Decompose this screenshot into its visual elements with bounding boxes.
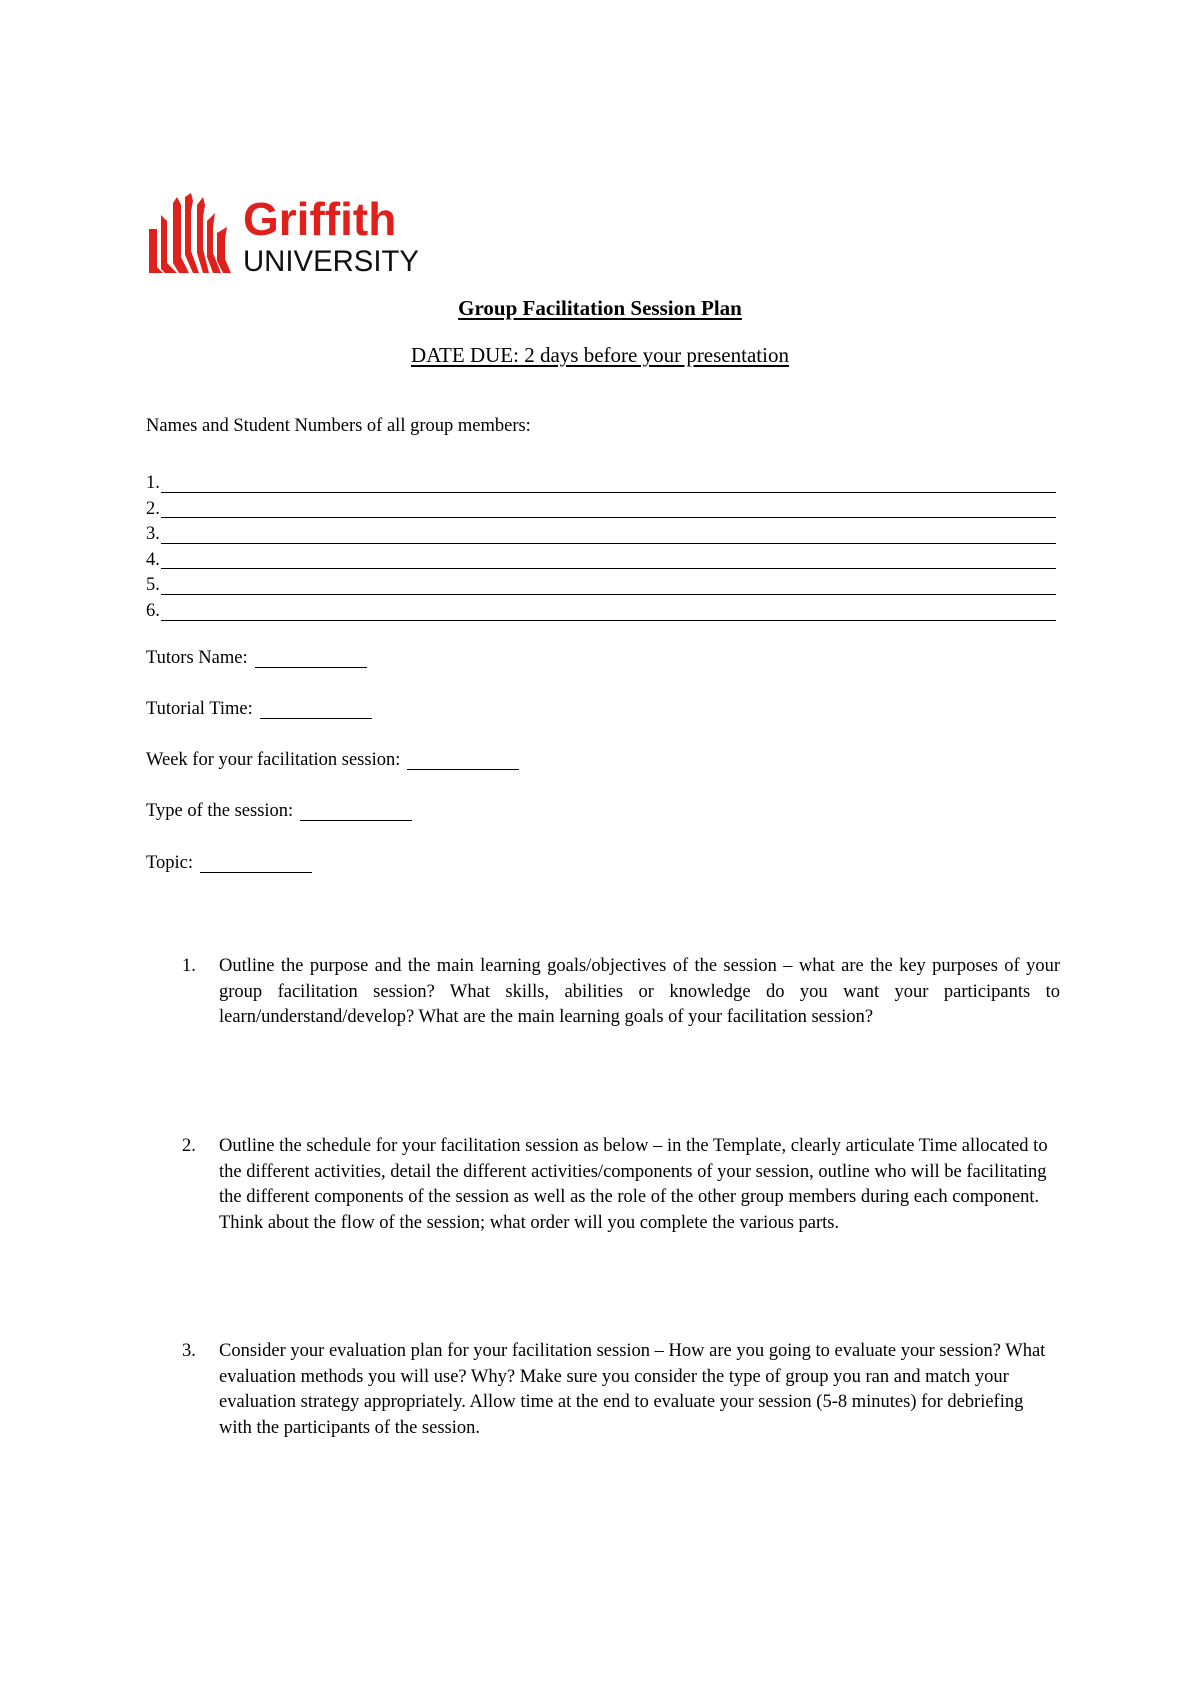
question-number: 3. bbox=[182, 1341, 196, 1361]
tutorial-time-blank[interactable] bbox=[260, 700, 372, 719]
week-field bbox=[146, 750, 519, 771]
question-item bbox=[146, 1339, 1060, 1441]
topic-label: Topic: bbox=[146, 853, 193, 873]
member-line bbox=[146, 518, 1056, 544]
document-title: Group Facilitation Session Plan bbox=[458, 296, 742, 320]
member-line bbox=[146, 595, 1056, 621]
member-line bbox=[146, 544, 1056, 570]
tutors-name-blank[interactable] bbox=[255, 649, 367, 668]
member-line-blank[interactable] bbox=[161, 550, 1056, 569]
question-item bbox=[146, 1134, 1060, 1236]
member-line-blank[interactable] bbox=[161, 602, 1056, 621]
question-number: 2. bbox=[182, 1136, 196, 1156]
question-number: 1. bbox=[182, 956, 196, 976]
member-line-number: 5. bbox=[146, 575, 160, 596]
date-due: DATE DUE: 2 days before your presentation bbox=[411, 343, 789, 367]
member-line-blank[interactable] bbox=[161, 525, 1056, 544]
session-type-label: Type of the session: bbox=[146, 801, 294, 821]
question-text: Outline the purpose and the main learning goals/objectives of the session – what are the key purposes of your group facilitation session? What skills, abilities or knowledge do you want your participants to learn/understand/develop? What are the main learning goals of your facilitation session? bbox=[219, 956, 1060, 1028]
topic-field bbox=[146, 853, 312, 874]
week-label: Week for your facilitation session: bbox=[146, 750, 401, 770]
tutors-name-field bbox=[146, 648, 367, 669]
tutorial-time-field bbox=[146, 699, 372, 720]
member-line bbox=[146, 493, 1056, 519]
member-line-number: 1. bbox=[146, 473, 160, 494]
week-blank[interactable] bbox=[407, 751, 519, 770]
question-text: Outline the schedule for your facilitation session as below – in the Template, clearly articulate Time allocated to the different activities, detail the different activities/components of your session, outline who will be facilitating the different components of the session as well as the role of the other group members during each component. Think about the flow of the session; what order will you complete the various parts. bbox=[219, 1136, 1048, 1233]
session-type-blank[interactable] bbox=[300, 802, 412, 821]
member-line bbox=[146, 467, 1056, 493]
member-lines-list bbox=[146, 467, 1056, 621]
griffith-university-logo bbox=[147, 193, 427, 275]
emblem-flames bbox=[149, 193, 231, 273]
member-line-number: 6. bbox=[146, 601, 160, 622]
tutorial-time-label: Tutorial Time: bbox=[146, 699, 253, 719]
logo-word-top: Griffith bbox=[243, 193, 397, 245]
member-line-blank[interactable] bbox=[161, 474, 1056, 493]
member-line-blank[interactable] bbox=[161, 576, 1056, 595]
question-item bbox=[146, 954, 1060, 1031]
logo-word-bottom: UNIVERSITY bbox=[243, 245, 419, 275]
session-type-field bbox=[146, 801, 412, 822]
members-intro: Names and Student Numbers of all group members: bbox=[146, 416, 531, 436]
member-line-number: 4. bbox=[146, 549, 160, 570]
question-text: Consider your evaluation plan for your facilitation session – How are you going to evaluate your session? What evaluation methods you will use? Why? Make sure you consider the type of group you ran and match your evaluation strategy appropriately. Allow time at the end to evaluate your session (5-8 minutes) for debriefing with the participants of the session. bbox=[219, 1341, 1046, 1438]
member-line-number: 2. bbox=[146, 498, 160, 519]
tutors-name-label: Tutors Name: bbox=[146, 648, 248, 668]
member-line-number: 3. bbox=[146, 524, 160, 545]
logo-emblem-icon bbox=[147, 193, 427, 275]
member-line-blank[interactable] bbox=[161, 499, 1056, 518]
member-line bbox=[146, 569, 1056, 595]
topic-blank[interactable] bbox=[200, 854, 312, 873]
